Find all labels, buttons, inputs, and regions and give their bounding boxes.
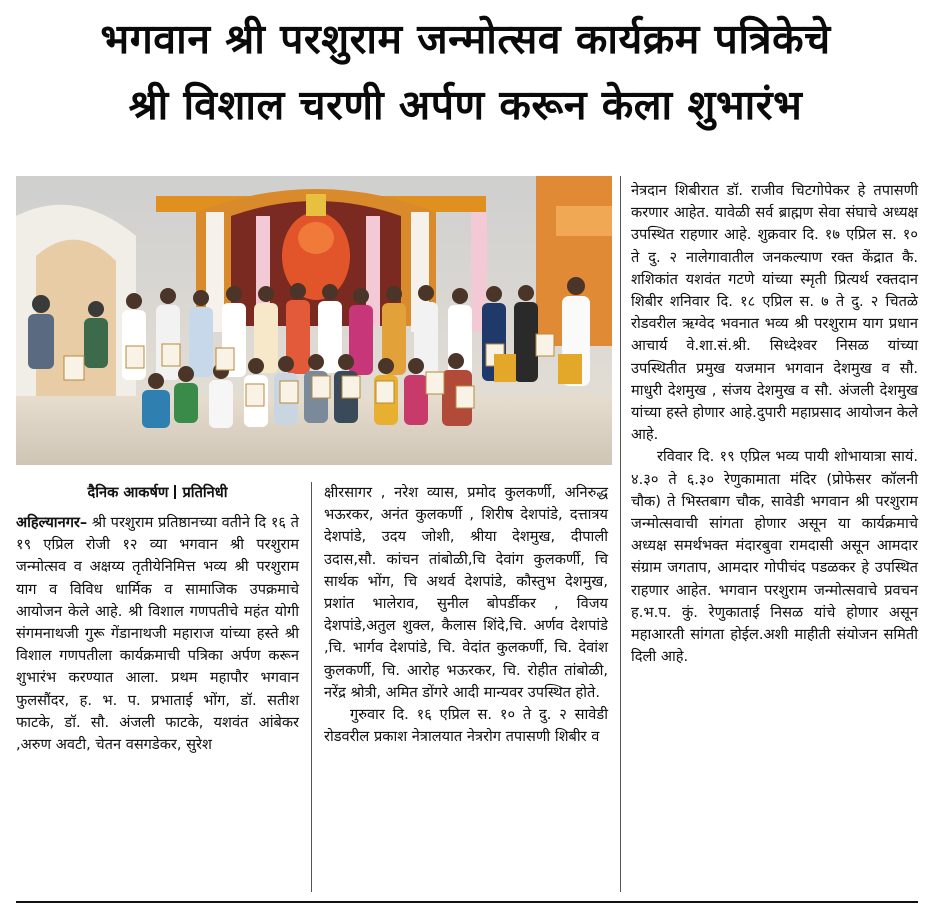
- byline-role: प्रतिनिधी: [182, 484, 228, 501]
- article-column-2: [324, 482, 608, 748]
- column-divider-2: [620, 176, 621, 892]
- article-paragraph: गुरुवार दि. १६ एप्रिल स. १० ते दु. २ सावेडी रोडवरील प्रकाश नेत्रालयात नेत्ररोग तपासणी शिबीर व: [324, 706, 608, 746]
- byline-paper: दैनिक आकर्षण: [87, 484, 169, 501]
- article-paragraph: क्षीरसागर , नरेश व्यास, प्रमोद कुलकर्णी, अनिरुद्ध भऊरकर, अनंत कुलकर्णी , शिरीष देशपांडे, दत्तात्रय देशपांडे, उदय जोशी, श्रीया देशमुख, दीपाली उदास,सौ. कांचन तांबोळी,चि देवांग कुलकर्णी, चि सार्थक भोंग, चि अथर्व देशपांडे, कौस्तुभ देशमुख, प्रशांत भालेराव, सुनील बोपर्डीकर , विजय देशपांडे,अतुल शुक्ल, कैलास शिंदे,चि. अर्णव देशपांडे ,चि. भार्गव देशपांडे, चि. वेदांत कुलकर्णी, चि. देवांश कुलकर्णी, चि. आरोह भऊरकर, चि. रोहीत तांबोळी, नरेंद्र श्रोत्री, अमित डोंगरे आदी मान्यवर उपस्थित होते.: [324, 484, 608, 701]
- group-photo-icon: [16, 176, 612, 465]
- byline-separator: [174, 485, 176, 499]
- article-paragraph: रविवार दि. १९ एप्रिल भव्य पायी शोभायात्रा सायं. ४.३० ते ६.३० रेणुकामाता मंदिर (प्रोफेसर कॉलनी चौक) ते भिस्तबाग चौक, सावेडी भगवान श्री परशुराम जन्मोत्सवाची सांगता होणार असून या कार्यक्रमाचे अध्यक्ष समर्थभक्त मंदारबुवा रामदासी असून आमदार संग्राम जगताप, आमदार गोपीचंद पडळकर हे उपस्थित राहणार आहेत. भगवान परशुराम जन्मोत्सवाचे प्रवचन ह.भ.प. कुं. रेणुकाताई निसळ यांचे होणार असून महाआरती सांगता होईल.अशी माहीती संयोजन समिती दिली आहे.: [631, 448, 918, 666]
- article-column-1: [16, 512, 299, 756]
- headline: [0, 6, 931, 138]
- group-photo: [16, 176, 612, 465]
- bottom-rule: [16, 901, 918, 903]
- article-paragraph: नेत्रदान शिबीरात डॉ. राजीव चिटगोपेकर हे तपासणी करणार आहेत. यावेळी सर्व ब्राह्मण सेवा संघाचे अध्यक्ष उपस्थित राहणार आहे. शुक्रवार दि. १७ एप्रिल स. १० ते दु. २ नालेगावातील जनकल्याण रक्त केंद्रात कै. शशिकांत यशवंत गटणे यांच्या स्मृती प्रित्यर्थ रक्तदान शिबीर शनिवार दि. १८ एप्रिल स. ७ ते दु. २ चितळे रोडवरील ऋग्वेद भवनात भव्य श्री परशुराम याग प्रधान आचार्य वे.शा.सं.श्री. सिध्देश्वर निसळ यांच्या उपस्थितीत प्रमुख यजमान भगवान देशमुख व सौ. माधुरी देशमुख , संजय देशमुख व सौ. अंजली देशमुख यांच्या हस्ते होणार आहे.दुपारी महाप्रसाद आयोजन केले आहे.: [631, 182, 918, 444]
- column-divider-1: [311, 482, 312, 892]
- headline-line-2: श्री विशाल चरणी अर्पण करून केला शुभारंभ: [128, 81, 803, 129]
- dateline-place: अहिल्यानगर–: [16, 514, 88, 531]
- headline-line-1: भगवान श्री परशुराम जन्मोत्सव कार्यक्रम पत्रिकेचे: [100, 15, 831, 63]
- byline: [16, 482, 299, 504]
- article-paragraph: श्री परशुराम प्रतिष्ठानच्या वतीने दि १६ ते १९ एप्रिल रोजी १२ व्या भगवान श्री परशुराम जन्मोत्सव व अक्षय्य तृतीयेनिमित्त भव्य श्री परशुराम याग व विविध धार्मिक व सामाजिक उपक्रमाचे आयोजन केले आहे. श्री विशाल गणपतीचे महंत योगी संगमनाथजी गुरू गेंडानाथजी महाराज यांच्या हस्ते श्री विशाल गणपतीला कार्यक्रमाची पत्रिका अर्पण करून शुभारंभ करण्यात आला. प्रथम महापौर भगवान फुलसौंदर, ह. भ. प. प्रभाताई भोंग, डॉ. सतीश फाटके, डॉ. सौ. अंजली फाटके, यशवंत आंबेकर ,अरुण अवटी, चेतन वसगडेकर, सुरेश: [16, 514, 299, 754]
- article-column-3: [631, 180, 918, 668]
